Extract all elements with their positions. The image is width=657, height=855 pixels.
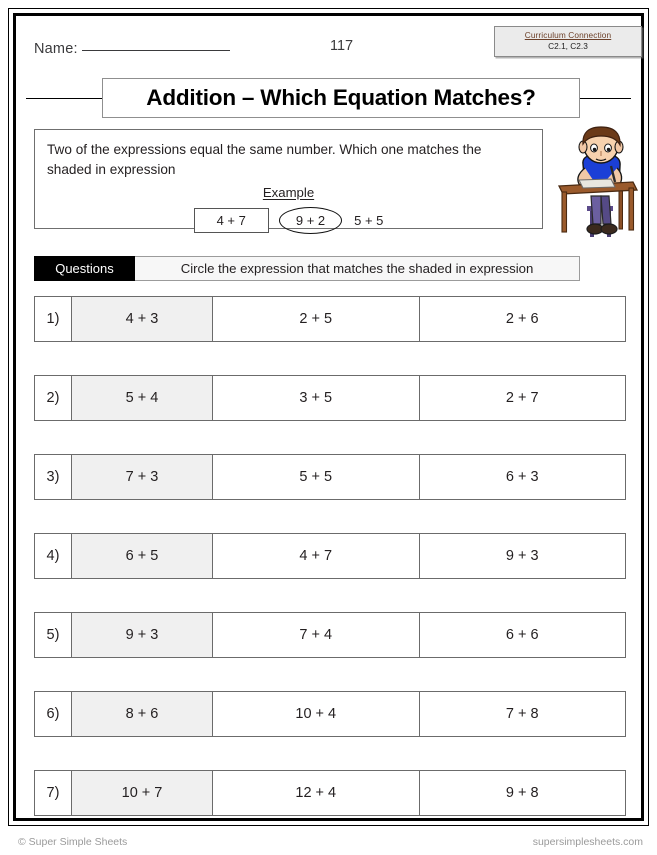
shaded-expression[interactable]: 9 + 3	[72, 612, 213, 658]
question-number: 7)	[34, 770, 72, 816]
page-border-outer	[8, 8, 649, 826]
footer-website[interactable]: supersimplesheets.com	[532, 836, 643, 848]
footer-copyright: © Super Simple Sheets	[18, 836, 128, 848]
example-other-option: 5 + 5	[354, 213, 384, 228]
page-border-inner	[13, 13, 644, 821]
table-row	[34, 691, 626, 737]
example-circled-answer: 9 + 2	[279, 208, 342, 233]
shaded-expression[interactable]: 5 + 4	[72, 375, 213, 421]
table-row	[34, 770, 626, 816]
curriculum-connection-badge	[494, 26, 642, 57]
instruction-text: Two of the expressions equal the same number. Which one matches the shaded in expression	[47, 142, 482, 177]
answer-option-a[interactable]: 3 + 5	[213, 375, 420, 421]
page-title: Addition – Which Equation Matches?	[146, 85, 536, 110]
questions-instruction-text: Circle the expression that matches the shaded in expression	[135, 256, 580, 281]
answer-option-b[interactable]: 9 + 3	[420, 533, 627, 579]
name-input-line[interactable]	[82, 38, 230, 51]
question-number: 4)	[34, 533, 72, 579]
answer-option-a[interactable]: 2 + 5	[213, 296, 420, 342]
answer-option-a[interactable]: 5 + 5	[213, 454, 420, 500]
table-row	[34, 533, 626, 579]
title-area	[26, 78, 631, 118]
curriculum-connection-title: Curriculum Connection	[524, 30, 612, 40]
page-number: 117	[330, 38, 354, 54]
question-number: 1)	[34, 296, 72, 342]
questions-tab-label: Questions	[34, 256, 135, 281]
table-row	[34, 296, 626, 342]
example-shaded-expression: 4 + 7	[194, 208, 269, 233]
question-number: 5)	[34, 612, 72, 658]
example-label	[35, 185, 542, 200]
answer-option-b[interactable]: 2 + 6	[420, 296, 627, 342]
shaded-expression[interactable]: 4 + 3	[72, 296, 213, 342]
shaded-expression[interactable]: 6 + 5	[72, 533, 213, 579]
answer-option-a[interactable]: 10 + 4	[213, 691, 420, 737]
shaded-expression[interactable]: 8 + 6	[72, 691, 213, 737]
table-row	[34, 612, 626, 658]
questions-list	[34, 296, 626, 849]
answer-option-b[interactable]: 6 + 3	[420, 454, 627, 500]
table-row	[34, 454, 626, 500]
worksheet-title-box	[102, 78, 580, 118]
shaded-expression[interactable]: 7 + 3	[72, 454, 213, 500]
worksheet-sheet	[16, 16, 641, 818]
example-row	[35, 208, 542, 233]
instruction-box	[34, 129, 543, 229]
student-at-desk-illustration	[549, 124, 649, 249]
example-label-text: Example	[262, 185, 315, 200]
question-number: 6)	[34, 691, 72, 737]
questions-header-bar	[34, 256, 580, 281]
answer-option-b[interactable]: 7 + 8	[420, 691, 627, 737]
curriculum-connection-codes: C2.1, C2.3	[548, 41, 588, 51]
table-row	[34, 375, 626, 421]
name-label: Name:	[34, 41, 78, 57]
answer-option-b[interactable]: 2 + 7	[420, 375, 627, 421]
answer-option-a[interactable]: 7 + 4	[213, 612, 420, 658]
answer-option-a[interactable]: 12 + 4	[213, 770, 420, 816]
answer-option-a[interactable]: 4 + 7	[213, 533, 420, 579]
question-number: 3)	[34, 454, 72, 500]
answer-option-b[interactable]: 9 + 8	[420, 770, 627, 816]
shaded-expression[interactable]: 10 + 7	[72, 770, 213, 816]
answer-option-b[interactable]: 6 + 6	[420, 612, 627, 658]
question-number: 2)	[34, 375, 72, 421]
